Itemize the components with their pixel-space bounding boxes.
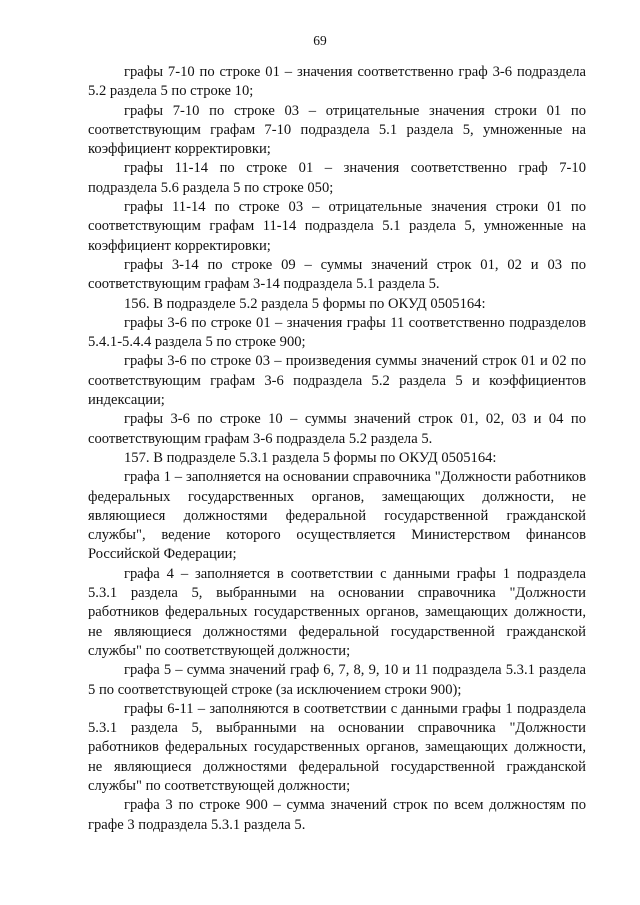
paragraph-section-157: 157. В подразделе 5.3.1 раздела 5 формы по ОКУД 0505164: — [124, 449, 497, 466]
paragraph-columns-11-14-row-01: графы 11-14 по строке 01 – значения соответственно граф 7-10 подраздела 5.6 раздела 5 по строке 050; — [88, 160, 586, 196]
paragraph-column-3-row-900: графа 3 по строке 900 – сумма значений строк по всем должностям по графе 3 подраздела 5.3.1 раздела 5. — [88, 797, 586, 833]
paragraph-columns-7-10-row-03: графы 7-10 по строке 03 – отрицательные значения строки 01 по соответствующим графам 7-10 подраздела 5.1 раздела 5, умноженные на коэффициент корректировки; — [88, 102, 586, 158]
paragraph-column-1: графа 1 – заполняется на основании справочника "Должности работников федеральных государственных органов, замещающих должности, не являющиеся должностями федеральной государственной гражданской службы", ведение которого осуществляется Министерством финансов Российской Федерации; — [88, 469, 586, 563]
paragraph-columns-11-14-row-03: графы 11-14 по строке 03 – отрицательные значения строки 01 по соответствующим графам 11-14 подраздела 5.1 раздела 5, умноженные на коэффициент корректировки; — [88, 199, 586, 254]
paragraph-columns-3-14-row-09: графы 3-14 по строке 09 – суммы значений строк 01, 02 и 03 по соответствующим графам 3-14 подраздела 5.1 раздела 5. — [88, 256, 586, 293]
paragraph-columns-3-6-row-03: графы 3-6 по строке 03 – произведения суммы значений строк 01 и 02 по соответствующим графам 3-6 подраздела 5.2 раздела 5 и коэффициентов индексации; — [88, 353, 586, 409]
paragraph-column-5: графа 5 – сумма значений граф 6, 7, 8, 9, 10 и 11 подраздела 5.3.1 раздела 5 по соответствующей строке (за исключением строки 900); — [88, 662, 586, 698]
paragraph-columns-7-10-row-01: графы 7-10 по строке 01 – значения соответственно граф 3-6 подраздела 5.2 раздела 5 по строке 10; — [88, 64, 586, 100]
paragraph-column-4: графа 4 – заполняется в соответствии с данными графы 1 подраздела 5.3.1 раздела 5, выбранными на основании справочника "Должности работников федеральных государственных органов, замещающих должности, не являющиеся должностями федеральной государственной гражданской службы" по соответствующей должности; — [88, 565, 586, 659]
paragraph-columns-3-6-row-10: графы 3-6 по строке 10 – суммы значений строк 01, 02, 03 и 04 по соответствующим графам 3-6 подраздела 5.2 раздела 5. — [88, 411, 586, 447]
paragraph-columns-3-6-row-01: графы 3-6 по строке 01 – значения графы 11 соответственно подразделов 5.4.1-5.4.4 раздела 5 по строке 900; — [88, 314, 586, 351]
page-number: 69 — [313, 33, 327, 48]
paragraph-section-156: 156. В подразделе 5.2 раздела 5 формы по ОКУД 0505164: — [124, 295, 486, 312]
document-body — [88, 63, 586, 835]
paragraph-columns-6-11: графы 6-11 – заполняются в соответствии с данными графы 1 подраздела 5.3.1 раздела 5, выбранными на основании справочника "Должности работников федеральных государственных органов, замещающих должности, не являющиеся должностями федеральной государственной гражданской службы" по соответствующей должности; — [88, 700, 586, 794]
